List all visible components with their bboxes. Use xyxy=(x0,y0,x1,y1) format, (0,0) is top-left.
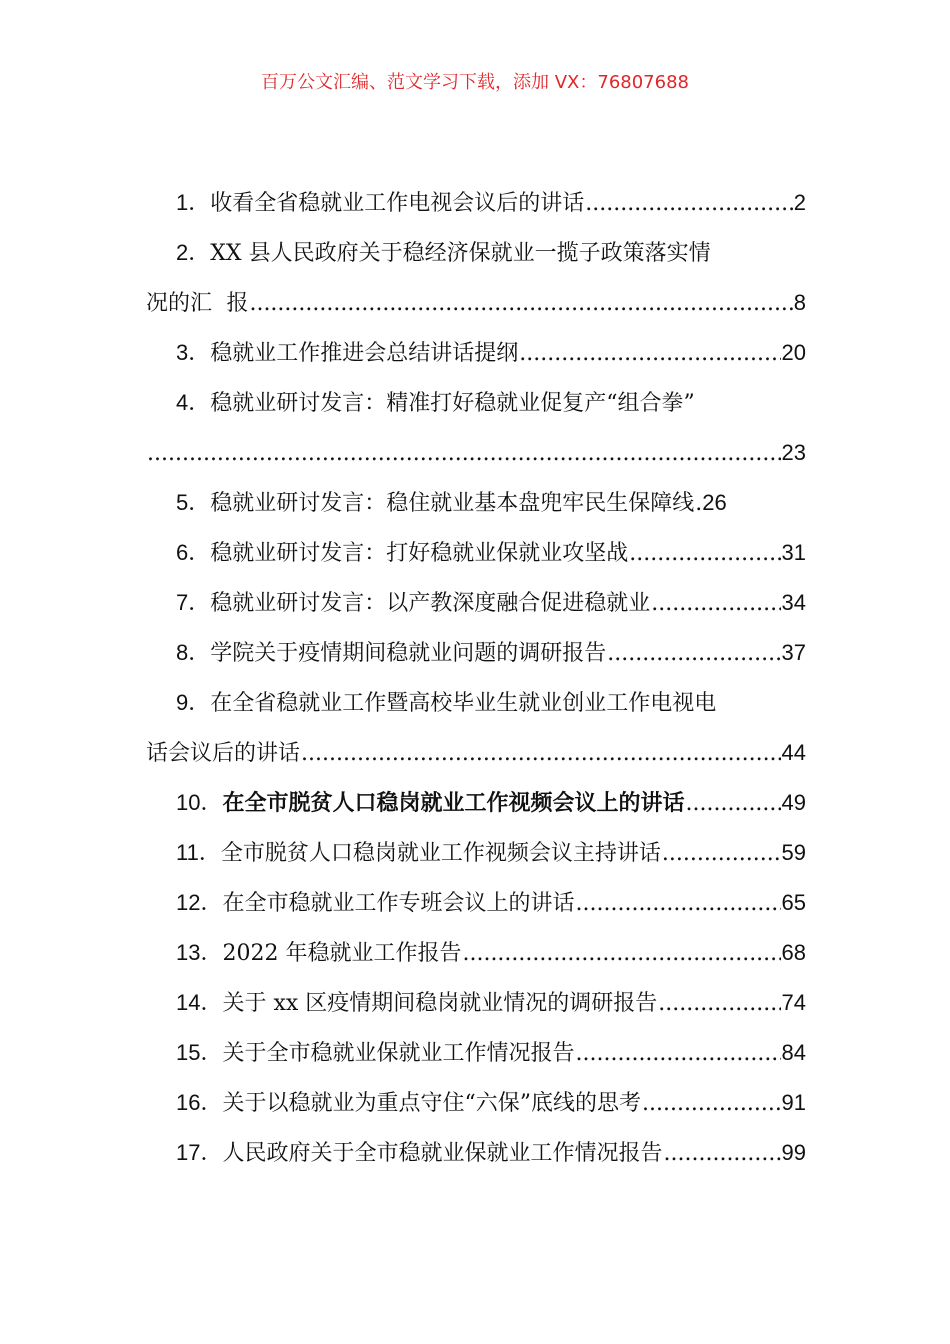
toc-entry-8[interactable] xyxy=(146,628,806,678)
toc-leader xyxy=(519,329,780,379)
toc-entry-6[interactable] xyxy=(146,528,806,578)
toc-title-line1: 稳就业研讨发言：精准打好稳就业促复产“组合拳” xyxy=(210,391,695,416)
toc-number: 2． xyxy=(176,240,211,265)
toc-number: 1． xyxy=(176,190,211,215)
toc-page: 91 xyxy=(781,1090,806,1115)
toc-title-line1: XX 县人民政府关于稳经济保就业一揽子政策落实情 xyxy=(210,241,711,266)
toc-page: 59 xyxy=(781,840,806,865)
toc-entry-13[interactable] xyxy=(146,928,806,978)
toc-entry-4[interactable] xyxy=(146,378,806,478)
toc-title-line2b: 报 xyxy=(226,291,249,316)
toc-entry-10[interactable] xyxy=(146,778,806,828)
toc-page: 68 xyxy=(781,940,806,965)
toc-entry-16[interactable] xyxy=(146,1078,806,1128)
toc-title-line1: 在全省稳就业工作暨高校毕业生就业创业工作电视电 xyxy=(210,691,717,716)
toc-number: 12． xyxy=(176,890,223,915)
toc-title: 稳就业研讨发言：打好稳就业保就业攻坚战 xyxy=(210,541,629,566)
toc-page: 26 xyxy=(702,490,727,515)
toc-entry-5[interactable] xyxy=(146,478,806,528)
toc-leader xyxy=(642,1079,781,1129)
toc-number: 14． xyxy=(176,990,223,1015)
toc-page: 99 xyxy=(781,1140,806,1165)
toc-title: 稳就业研讨发言：稳住就业基本盘兜牢民生保障线 xyxy=(210,491,695,516)
toc-leader xyxy=(147,429,781,479)
toc-page: 23 xyxy=(781,440,806,465)
toc-title: 人民政府关于全市稳就业保就业工作情况报告 xyxy=(222,1141,663,1166)
toc-entry-3[interactable] xyxy=(146,328,806,378)
toc-number: 10． xyxy=(176,790,223,815)
toc-page: 65 xyxy=(781,890,806,915)
toc-number: 11． xyxy=(176,840,221,865)
toc-entry-11[interactable] xyxy=(146,828,806,878)
toc-number: 15． xyxy=(176,1040,223,1065)
toc-number: 13． xyxy=(176,940,223,965)
toc-page: 37 xyxy=(781,640,806,665)
toc-leader xyxy=(576,879,781,929)
toc-page: 20 xyxy=(781,340,806,365)
toc-leader xyxy=(662,829,781,879)
toc-leader xyxy=(664,1129,781,1179)
toc-leader xyxy=(585,179,792,229)
toc-leader xyxy=(686,779,781,829)
toc-number: 6． xyxy=(176,540,211,565)
toc-number: 5． xyxy=(176,490,211,515)
toc-entry-15[interactable] xyxy=(146,1028,806,1078)
toc-title: 收看全省稳就业工作电视会议后的讲话 xyxy=(210,191,585,216)
toc-entry-9[interactable] xyxy=(146,678,806,778)
toc-page: 84 xyxy=(781,1040,806,1065)
toc-entry-1[interactable] xyxy=(146,178,806,228)
toc-title: 2022 年稳就业工作报告 xyxy=(222,941,462,966)
toc-leader xyxy=(301,729,781,779)
header-banner: 百万公文汇编、范文学习下载，添加 VX：76807688 xyxy=(261,72,689,93)
toc-entry-7[interactable] xyxy=(146,578,806,628)
toc-leader xyxy=(607,629,780,679)
toc-leader xyxy=(462,929,780,979)
toc-number: 3． xyxy=(176,340,211,365)
toc-leader xyxy=(658,979,780,1029)
toc-title: 关于以稳就业为重点守住“六保”底线的思考 xyxy=(222,1091,641,1116)
toc-title: 关于 xx 区疫情期间稳岗就业情况的调研报告 xyxy=(222,991,658,1016)
toc-number: 17． xyxy=(176,1140,223,1165)
toc-title: 全市脱贫人口稳岗就业工作视频会议主持讲话 xyxy=(220,841,661,866)
toc-number: 4． xyxy=(176,390,211,415)
toc-leader xyxy=(695,479,701,529)
toc-title: 稳就业研讨发言：以产教深度融合促进稳就业 xyxy=(210,591,651,616)
toc-number: 8． xyxy=(176,640,211,665)
toc-entry-2[interactable] xyxy=(146,228,806,328)
toc-title-line2a: 况的汇 xyxy=(146,291,213,316)
toc-title: 稳就业工作推进会总结讲话提纲 xyxy=(210,341,519,366)
toc-entry-12[interactable] xyxy=(146,878,806,928)
toc-entry-17[interactable] xyxy=(146,1128,806,1178)
toc-leader xyxy=(249,279,792,329)
toc-title: 关于全市稳就业保就业工作情况报告 xyxy=(222,1041,575,1066)
toc-title: 在全市稳就业工作专班会议上的讲话 xyxy=(222,891,575,916)
toc-page: 8 xyxy=(793,290,806,315)
toc-title: 学院关于疫情期间稳就业问题的调研报告 xyxy=(210,641,607,666)
toc-page: 34 xyxy=(781,590,806,615)
toc-page: 31 xyxy=(781,540,806,565)
toc-number: 16． xyxy=(176,1090,223,1115)
toc-number: 7． xyxy=(176,590,211,615)
toc-title: 在全市脱贫人口稳岗就业工作视频会议上的讲话 xyxy=(222,791,685,816)
toc-title-line2: 话会议后的讲话 xyxy=(146,741,301,766)
toc-entry-14[interactable] xyxy=(146,978,806,1028)
toc-page: 2 xyxy=(793,190,806,215)
table-of-contents xyxy=(146,178,806,1178)
toc-page: 74 xyxy=(781,990,806,1015)
toc-leader xyxy=(576,1029,781,1079)
toc-leader xyxy=(629,529,780,579)
toc-page: 49 xyxy=(781,790,806,815)
toc-number: 9． xyxy=(176,690,211,715)
toc-leader xyxy=(651,579,780,629)
toc-page: 44 xyxy=(781,740,806,765)
